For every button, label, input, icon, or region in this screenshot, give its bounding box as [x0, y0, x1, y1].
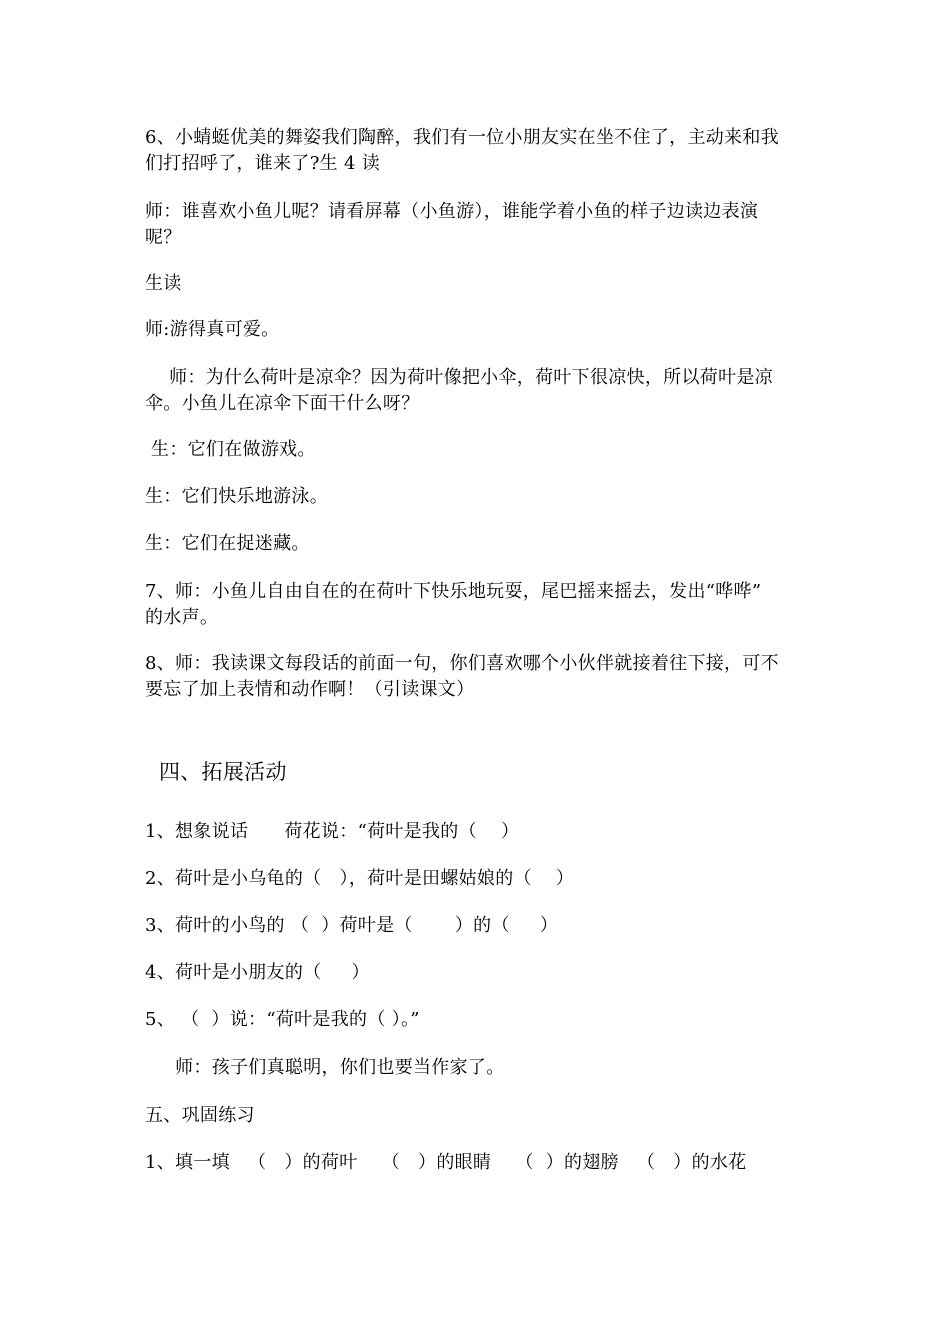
- text-line: 要忘了加上表情和动作啊！（引读课文）: [145, 679, 475, 700]
- text-line: 师：谁喜欢小鱼儿呢？请看屏幕（小鱼游），谁能学着小鱼的样子边读边表演: [145, 201, 759, 222]
- section-heading: 五、巩固练习: [145, 1105, 255, 1126]
- exercise-line: 5、 （ ）说：“荷叶是我的（ ）。”: [145, 1009, 420, 1030]
- text-line: 生：它们在捉迷藏。: [145, 533, 310, 554]
- text-line: 呢？: [145, 227, 182, 248]
- text-line: 8、师：我读课文每段话的前面一句，你们喜欢哪个小伙伴就接着往下接，可不: [145, 653, 779, 674]
- section-heading: 四、拓展活动: [145, 760, 287, 784]
- exercise-line: 4、荷叶是小朋友的（ ）: [145, 962, 370, 983]
- text-line: 生读: [145, 273, 182, 294]
- text-line: 7、师：小鱼儿自由自在的在荷叶下快乐地玩耍，尾巴摇来摇去，发出“哗哗”: [145, 581, 762, 602]
- text-line: 生：它们快乐地游泳。: [145, 486, 328, 507]
- text-line: 的水声。: [145, 607, 219, 628]
- text-line: 师：为什么荷叶是凉伞？因为荷叶像把小伞，荷叶下很凉快，所以荷叶是凉: [145, 367, 773, 388]
- exercise-line: 2、荷叶是小乌龟的（ ），荷叶是田螺姑娘的（ ）: [145, 868, 575, 889]
- text-line: 伞。小鱼儿在凉伞下面干什么呀？: [145, 393, 420, 414]
- exercise-line: 3、荷叶的小鸟的 （ ）荷叶是（ ）的（ ）: [145, 915, 559, 936]
- text-line: 们打招呼了，谁来了?生 4 读: [145, 153, 381, 174]
- text-line: 师：孩子们真聪明，你们也要当作家了。: [145, 1057, 505, 1078]
- exercise-line: 1、想象说话 荷花说：“荷叶是我的（ ）: [145, 821, 520, 842]
- text-line: 师:游得真可爱。: [145, 319, 280, 340]
- text-line: 生：它们在做游戏。: [145, 439, 316, 460]
- text-line: 6、小蜻蜓优美的舞姿我们陶醉，我们有一位小朋友实在坐不住了，主动来和我: [145, 127, 779, 148]
- exercise-line: 1、填一填 （ ）的荷叶 （ ）的眼睛 （ ）的翅膀 （ ）的水花: [145, 1152, 747, 1173]
